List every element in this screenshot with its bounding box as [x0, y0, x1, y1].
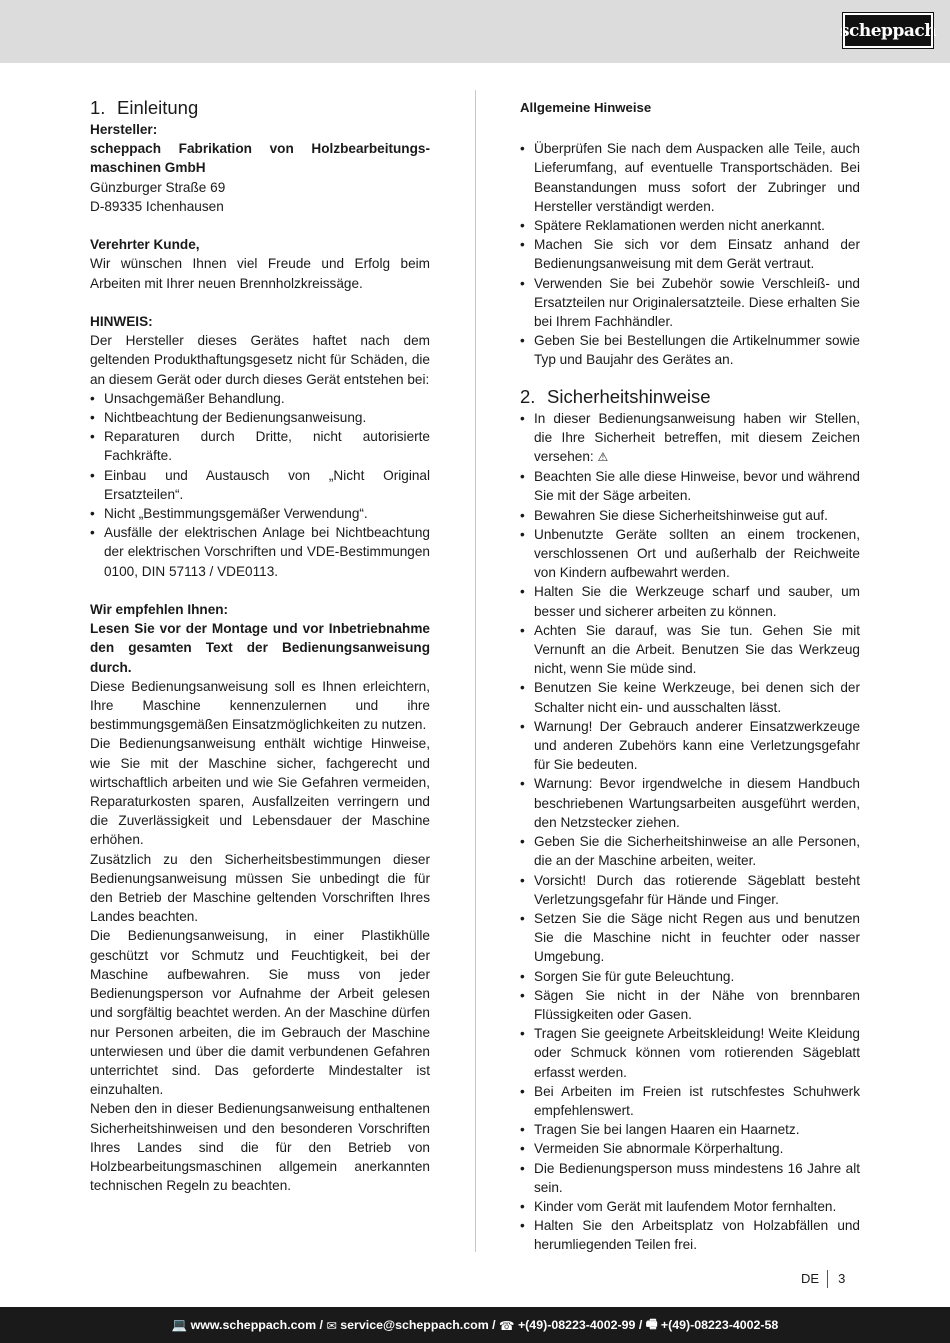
safety-list — [520, 409, 860, 1255]
footer-bar — [0, 1307, 950, 1343]
footer-fax[interactable]: +(49)-08223-4002-58 — [660, 1318, 779, 1332]
list-item: • Bewahren Sie diese Sicherheitshinweise gut auf. — [520, 506, 860, 525]
mail-icon: ✉ — [326, 1318, 341, 1333]
address-city: D-89335 Ichenhausen — [90, 198, 224, 214]
list-item: • Nicht „Bestimmungsgemäßer Verwendung“. — [90, 504, 430, 523]
phone-icon: ☎ — [499, 1318, 518, 1333]
list-item: • Tragen Sie bei langen Haaren ein Haarnetz. — [520, 1120, 860, 1139]
greeting: Verehrter Kunde, — [90, 237, 200, 253]
footer-email[interactable]: service@scheppach.com — [340, 1318, 489, 1332]
section-1-heading: 1. Einleitung — [90, 97, 199, 118]
section-2-heading: 2. Sicherheitshinweise — [520, 385, 711, 407]
list-item: • Halten Sie die Werkzeuge scharf und sauber, um besser und sicherer arbeiten zu können. — [520, 582, 860, 620]
footer-website[interactable]: www.scheppach.com — [190, 1318, 317, 1332]
list-item: • Sorgen Sie für gute Beleuchtung. — [520, 967, 860, 986]
list-item: • Geben Sie bei Bestellungen die Artikelnummer sowie Typ und Baujahr des Gerätes an. — [520, 331, 860, 369]
footer-phone[interactable]: +(49)-08223-4002-99 — [517, 1318, 636, 1332]
list-item: • Geben Sie die Sicherheitshinweise an alle Personen, die an der Maschine arbeiten, weiter. — [520, 832, 860, 870]
paragraph: Diese Bedienungsanweisung soll es Ihnen erleichtern, Ihre Maschine kennenzulernen und ihre bestimmungsgemäßen Einsatzmöglichkeiten zu nutzen. — [90, 678, 430, 733]
brand-logo: scheppach — [843, 13, 933, 48]
notice-text: Der Hersteller dieses Gerätes haftet nach dem geltenden Produkthaftungsgesetz nicht für Schäden, die an diesem Gerät oder durch dieses Gerät entstehen bei: — [90, 333, 430, 387]
list-item: • Spätere Reklamationen werden nicht anerkannt. — [520, 216, 860, 235]
list-item: • Unbenutzte Geräte sollten an einem trockenen, verschlossenen Ort und außerhalb der Reichweite von Kindern aufbewahrt werden. — [520, 525, 860, 583]
address-street: Günzburger Straße 69 — [90, 179, 226, 195]
list-item: • Beachten Sie alle diese Hinweise, bevor und während Sie mit der Säge arbeiten. — [520, 467, 860, 505]
page-separator — [827, 1270, 828, 1288]
computer-icon: 💻 — [171, 1317, 191, 1332]
warning-triangle-icon: ⚠ — [597, 450, 609, 465]
fax-icon: 🖷 — [645, 1316, 661, 1331]
paragraph: Die Bedienungsanweisung enthält wichtige Hinweise, wie Sie mit der Maschine sicher, fachgerecht und wirtschaftlich arbeiten und wie Sie Gefahren vermeiden, Reparaturkosten sparen, Ausfallzeiten verringern und die Zuverlässigkeit und Lebensdauer der Maschine erhöhen. — [90, 736, 430, 848]
greeting-text: Wir wünschen Ihnen viel Freude und Erfolg beim Arbeiten mit Ihrer neuen Brennholzkreissäge. — [90, 256, 430, 291]
paragraph: Zusätzlich zu den Sicherheitsbestimmungen dieser Bedienungsanweisung müssen Sie unbedingt die für den Betrieb der Maschine geltenden Vorschriften Ihres Landes beachten. — [90, 851, 430, 925]
footer-separator: / — [488, 1318, 500, 1332]
list-item: • Machen Sie sich vor dem Einsatz anhand der Bedienungsanweisung mit dem Gerät vertraut. — [520, 235, 860, 273]
manufacturer-label: Hersteller: — [90, 122, 158, 137]
list-item: • Vermeiden Sie abnormale Körperhaltung. — [520, 1139, 860, 1158]
paragraph: Die Bedienungsanweisung, in einer Plastikhülle geschützt vor Schmutz und Feuchtigkeit, bei der Maschine aufbewahren. Sie muss von jeder Bedienungsperson vor Aufnahme der Arbeit gelesen und sorgfältig beachtet werden. An der Maschine dürfen nur Personen arbeiten, die im Gebrauch der Maschine unterwiesen und über die damit verbundenen Gefahren unterrichtet sind. Das geforderte Mindestalter ist einzuhalten. — [90, 928, 430, 1098]
recommend-label: Wir empfehlen Ihnen: — [90, 602, 229, 618]
list-item: • Halten Sie den Arbeitsplatz von Holzabfällen und herumliegenden Teilen frei. — [520, 1216, 860, 1254]
list-item: • Benutzen Sie keine Werkzeuge, bei denen sich der Schalter nicht ein- und ausschalten lässt. — [520, 678, 860, 716]
list-item: • Nichtbeachtung der Bedienungsanweisung. — [90, 408, 430, 427]
list-item: • Einbau und Austausch von „Nicht Original Ersatzteilen“. — [90, 466, 430, 504]
list-item: • Bei Arbeiten im Freien ist rutschfestes Schuhwerk empfehlenswert. — [520, 1082, 860, 1120]
list-item: • Achten Sie darauf, was Sie tun. Gehen Sie mit Vernunft an die Arbeit. Benutzen Sie das Werkzeug nicht, wenn Sie müde sind. — [520, 621, 860, 679]
list-item: • Tragen Sie geeignete Arbeitskleidung! Weite Kleidung oder Schmuck können vom rotierenden Sägeblatt erfasst werden. — [520, 1024, 860, 1082]
list-item: • Setzen Sie die Säge nicht Regen aus und benutzen Sie die Maschine nicht in feuchter oder nasser Umgebung. — [520, 909, 860, 967]
footer-separator: / — [635, 1318, 646, 1332]
recommend-text: Lesen Sie vor der Montage und vor Inbetriebnahme den gesamten Text der Bedienungsanweisung durch. — [90, 621, 430, 675]
list-item: • Die Bedienungsperson muss mindestens 16 Jahre alt sein. — [520, 1159, 860, 1197]
notice-list — [90, 389, 430, 581]
column-divider — [475, 90, 476, 1252]
list-item: • Vorsicht! Durch das rotierende Sägeblatt besteht Verletzungsgefahr für Hände und Finger. — [520, 871, 860, 909]
header-band — [0, 0, 950, 63]
list-item: • Verwenden Sie bei Zubehör sowie Verschleiß- und Ersatzteilen nur Originalersatzteile. Diese erhalten Sie bei Ihrem Fachhändler. — [520, 274, 860, 332]
general-notes-heading: Allgemeine Hinweise — [520, 100, 652, 115]
list-item: • Kinder vom Gerät mit laufendem Motor fernhalten. — [520, 1197, 860, 1216]
page-indicator — [801, 1270, 845, 1288]
page-number: 3 — [838, 1271, 846, 1286]
footer-separator: / — [316, 1318, 327, 1332]
general-notes-list — [520, 139, 860, 369]
page-language: DE — [801, 1271, 820, 1286]
list-item: • In dieser Bedienungsanweisung haben wir Stellen, die Ihre Sicherheit betreffen, mit diesem Zeichen versehen: ⚠ — [520, 409, 860, 468]
paragraph: Neben den in dieser Bedienungsanweisung enthaltenen Sicherheitshinweisen und den besonderen Vorschriften Ihres Landes sind die für den Betrieb von Holzbearbeitungsmaschinen allgemein anerkannten technischen Regeln zu beachten. — [90, 1101, 430, 1194]
notice-label: HINWEIS: — [90, 314, 153, 329]
list-item: • Warnung! Der Gebrauch anderer Einsatzwerkzeuge und anderen Zubehörs kann eine Verletzungsgefahr für Sie bedeuten. — [520, 717, 860, 775]
list-item: • Unsachgemäßer Behandlung. — [90, 389, 430, 408]
list-item: • Reparaturen durch Dritte, nicht autorisierte Fachkräfte. — [90, 427, 430, 465]
list-item: • Sägen Sie nicht in der Nähe von brennbaren Flüssigkeiten oder Gasen. — [520, 986, 860, 1024]
right-column — [520, 96, 860, 1255]
list-item: • Warnung: Bevor irgendwelche in diesem Handbuch beschriebenen Wartungsarbeiten ausgeführt werden, den Netzstecker ziehen. — [520, 774, 860, 832]
left-column — [90, 96, 430, 1195]
manufacturer-name: scheppach Fabrikation von Holzbearbeitungs-maschinen GmbH — [90, 141, 430, 176]
list-item: • Ausfälle der elektrischen Anlage bei Nichtbeachtung der elektrischen Vorschriften und VDE-Bestimmungen 0100, DIN 57113 / VDE0113. — [90, 523, 430, 581]
list-item: • Überprüfen Sie nach dem Auspacken alle Teile, auch Lieferumfang, auf eventuelle Transportschäden. Bei Beanstandungen muss sofort der Zubringer und Hersteller verständigt werden. — [520, 139, 860, 216]
